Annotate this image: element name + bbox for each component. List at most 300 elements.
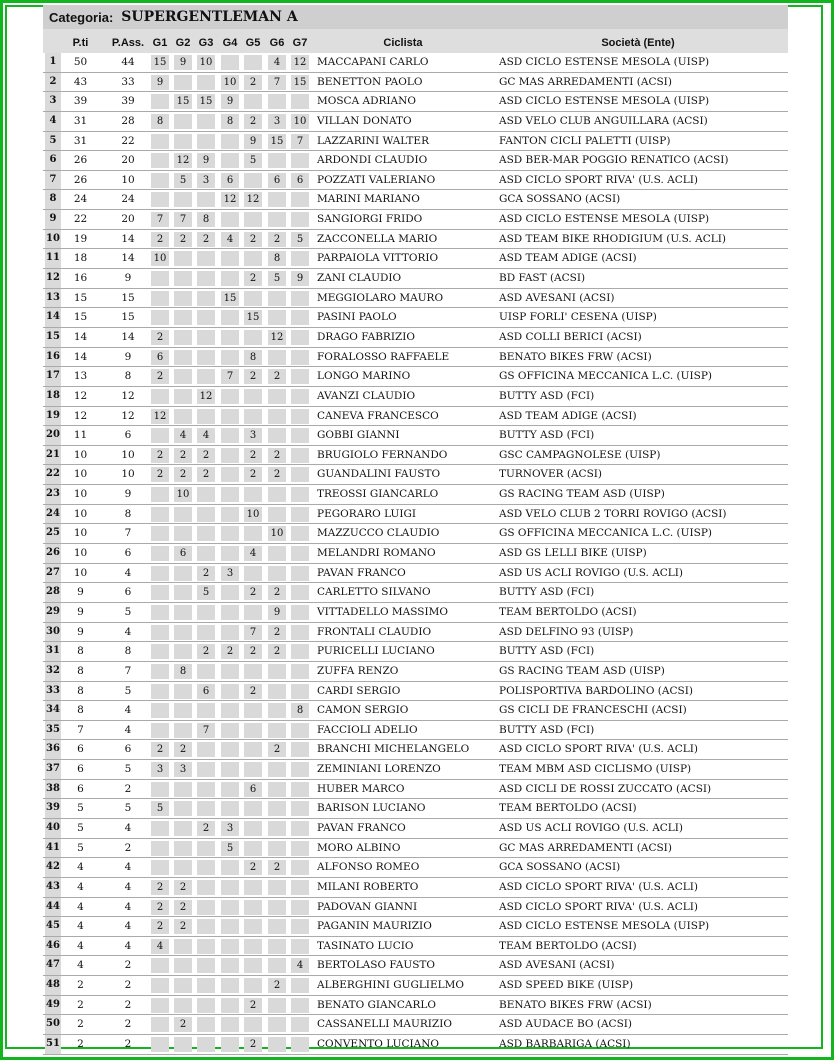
stage-g4-cell: 3 [221, 566, 239, 581]
stage-g3-cell [197, 1037, 215, 1052]
rank-cell: 36 [45, 740, 61, 759]
table-row [43, 505, 788, 525]
table-row [43, 721, 788, 741]
points-cell: 5 [77, 841, 84, 854]
stage-g6-cell: 5 [268, 271, 286, 286]
stage-g6-cell [268, 684, 286, 699]
rank-cell: 34 [45, 701, 61, 720]
stage-g2-cell: 9 [174, 55, 192, 70]
stage-g1-cell: 2 [151, 369, 169, 384]
table-row [43, 407, 788, 427]
team-name: ASD CICLI DE ROSSI ZUCCATO (ACSI) [499, 782, 712, 795]
stage-g1-cell: 6 [151, 350, 169, 365]
stage-g5-cell [244, 605, 262, 620]
rank-cell: 13 [45, 289, 61, 308]
col-header-g2: G2 [175, 37, 191, 49]
stage-g1-cell [151, 860, 169, 875]
rider-name: ZEMINIANI LORENZO [317, 763, 441, 776]
team-name: BUTTY ASD (FCI) [499, 586, 595, 599]
rank-cell: 42 [45, 858, 61, 877]
points-ass-cell: 14 [121, 330, 135, 343]
stage-g2-cell [174, 644, 192, 659]
stage-g4-cell [221, 900, 239, 915]
points-cell: 14 [73, 330, 88, 343]
stage-g5-cell: 9 [244, 134, 262, 149]
rank-cell: 46 [45, 937, 61, 956]
stage-g5-cell: 2 [244, 998, 262, 1013]
stage-g4-cell [221, 723, 239, 738]
stage-g4-cell [221, 939, 239, 954]
rank-cell: 1 [45, 53, 61, 72]
points-cell: 2 [77, 979, 84, 992]
table-header [43, 29, 788, 53]
stage-g7-cell [291, 684, 309, 699]
points-ass-cell: 20 [121, 213, 135, 226]
stage-g1-cell [151, 841, 169, 856]
stage-g2-cell: 8 [174, 664, 192, 679]
points-ass-cell: 4 [124, 704, 132, 717]
table-row [43, 387, 788, 407]
stage-g2-cell [174, 605, 192, 620]
stage-g5-cell: 2 [244, 271, 262, 286]
stage-g2-cell [174, 75, 192, 90]
col-header-pass: P.Ass. [111, 37, 145, 49]
stage-g2-cell: 10 [174, 487, 192, 502]
table-row [43, 112, 788, 132]
rider-name: MAZZUCCO CLAUDIO [317, 527, 440, 540]
stage-g4-cell [221, 585, 239, 600]
table-row [43, 839, 788, 859]
stage-g1-cell [151, 684, 169, 699]
points-ass-cell: 12 [121, 389, 135, 402]
stage-g7-cell [291, 900, 309, 915]
stage-g7-cell: 9 [291, 271, 309, 286]
stage-g3-cell [197, 134, 215, 149]
team-name: ASD AVESANI (ACSI) [499, 291, 615, 304]
team-name: ASD CICLO ESTENSE MESOLA (UISP) [499, 213, 710, 226]
table-row [43, 367, 788, 387]
rank-cell: 26 [45, 544, 61, 563]
stage-g1-cell: 5 [151, 801, 169, 816]
points-ass-cell: 8 [124, 645, 132, 658]
stage-g4-cell [221, 212, 239, 227]
points-cell: 11 [73, 429, 88, 442]
stage-g1-cell [151, 703, 169, 718]
stage-g4-cell: 2 [221, 644, 239, 659]
stage-g1-cell [151, 134, 169, 149]
stage-g1-cell [151, 566, 169, 581]
stage-g7-cell [291, 192, 309, 207]
rider-name: GUANDALINI FAUSTO [317, 468, 441, 481]
team-name: GS OFFICINA MECCANICA L.C. (UISP) [499, 527, 712, 540]
stage-g6-cell: 6 [268, 173, 286, 188]
stage-g3-cell: 4 [197, 428, 215, 443]
stage-g3-cell: 2 [197, 467, 215, 482]
rider-name: LAZZARINI WALTER [317, 134, 429, 147]
table-row [43, 917, 788, 937]
points-cell: 43 [73, 75, 88, 88]
rank-cell: 12 [45, 269, 61, 288]
points-cell: 31 [73, 134, 88, 147]
points-cell: 6 [77, 763, 84, 776]
stage-g4-cell [221, 860, 239, 875]
points-cell: 12 [73, 409, 88, 422]
stage-g2-cell [174, 585, 192, 600]
team-name: TEAM BERTOLDO (ACSI) [499, 802, 637, 815]
stage-g7-cell [291, 841, 309, 856]
team-name: ASD TEAM BIKE RHODIGIUM (U.S. ACLI) [499, 232, 726, 245]
stage-g5-cell [244, 526, 262, 541]
stage-g5-cell [244, 880, 262, 895]
points-cell: 9 [77, 605, 84, 618]
stage-g7-cell [291, 291, 309, 306]
stage-g1-cell [151, 507, 169, 522]
stage-g1-cell [151, 644, 169, 659]
team-name: ASD CICLO SPORT RIVA' (U.S. ACLI) [499, 743, 698, 756]
table-row [43, 171, 788, 191]
points-cell: 8 [77, 645, 84, 658]
stage-g7-cell [291, 723, 309, 738]
stage-g7-cell [291, 389, 309, 404]
team-name: ASD US ACLI ROVIGO (U.S. ACLI) [499, 821, 684, 834]
stage-g4-cell [221, 330, 239, 345]
rank-cell: 27 [45, 564, 61, 583]
stage-g5-cell [244, 409, 262, 424]
stage-g7-cell [291, 644, 309, 659]
stage-g6-cell [268, 310, 286, 325]
rider-name: SANGIORGI FRIDO [317, 213, 423, 226]
rank-cell: 28 [45, 583, 61, 602]
stage-g3-cell [197, 409, 215, 424]
team-name: POLISPORTIVA BARDOLINO (ACSI) [499, 684, 693, 697]
table-row [43, 662, 788, 682]
stage-g5-cell: 2 [244, 585, 262, 600]
stage-g6-cell [268, 487, 286, 502]
stage-g5-cell [244, 212, 262, 227]
stage-g6-cell: 9 [268, 605, 286, 620]
points-cell: 13 [73, 370, 88, 383]
stage-g2-cell [174, 134, 192, 149]
stage-g4-cell [221, 546, 239, 561]
stage-g7-cell: 5 [291, 232, 309, 247]
rider-name: CANEVA FRANCESCO [317, 409, 439, 422]
stage-g4-cell: 3 [221, 821, 239, 836]
points-ass-cell: 2 [124, 782, 132, 795]
points-cell: 26 [73, 173, 88, 186]
stage-g1-cell: 15 [151, 55, 169, 70]
team-name: BENATO BIKES FRW (ACSI) [499, 998, 652, 1011]
points-cell: 5 [77, 821, 84, 834]
points-cell: 10 [73, 566, 88, 579]
team-name: GS CICLI DE FRANCESCHI (ACSI) [499, 704, 687, 717]
col-header-societa: Società (Ente) [601, 37, 675, 49]
rank-cell: 20 [45, 426, 61, 445]
stage-g5-cell: 5 [244, 153, 262, 168]
stage-g6-cell: 15 [268, 134, 286, 149]
stage-g6-cell [268, 900, 286, 915]
col-header-ciclista: Ciclista [383, 37, 423, 49]
table-row [43, 190, 788, 210]
stage-g5-cell [244, 664, 262, 679]
stage-g3-cell: 2 [197, 232, 215, 247]
stage-g4-cell [221, 880, 239, 895]
stage-g3-cell: 6 [197, 684, 215, 699]
rank-cell: 7 [45, 171, 61, 190]
stage-g4-cell: 10 [221, 75, 239, 90]
points-cell: 2 [77, 998, 84, 1011]
rider-name: AVANZI CLAUDIO [317, 389, 416, 402]
stage-g5-cell [244, 762, 262, 777]
rank-cell: 5 [45, 132, 61, 151]
table-row [43, 799, 788, 819]
stage-g4-cell [221, 526, 239, 541]
stage-g4-cell [221, 467, 239, 482]
stage-g2-cell: 2 [174, 880, 192, 895]
rider-name: ALBERGHINI GUGLIELMO [317, 979, 464, 992]
stage-g1-cell [151, 723, 169, 738]
stage-g6-cell: 2 [268, 467, 286, 482]
points-cell: 4 [77, 939, 84, 952]
team-name: TURNOVER (ACSI) [499, 468, 603, 481]
stage-g1-cell [151, 1037, 169, 1052]
team-name: GS OFFICINA MECCANICA L.C. (UISP) [499, 370, 712, 383]
rider-name: ZACCONELLA MARIO [317, 232, 438, 245]
rider-name: VITTADELLO MASSIMO [317, 605, 448, 618]
points-ass-cell: 4 [124, 625, 132, 638]
stage-g3-cell [197, 900, 215, 915]
stage-g2-cell [174, 939, 192, 954]
rank-cell: 24 [45, 505, 61, 524]
stage-g5-cell: 12 [244, 192, 262, 207]
rider-name: BRUGIOLO FERNANDO [317, 448, 448, 461]
rank-cell: 32 [45, 662, 61, 681]
rank-cell: 33 [45, 682, 61, 701]
stage-g2-cell: 2 [174, 919, 192, 934]
stage-g6-cell [268, 664, 286, 679]
stage-g1-cell: 8 [151, 114, 169, 129]
rider-name: PASINI PAOLO [317, 311, 397, 324]
rank-cell: 21 [45, 446, 61, 465]
rider-name: FRONTALI CLAUDIO [317, 625, 432, 638]
table-row [43, 53, 788, 73]
stage-g1-cell: 2 [151, 742, 169, 757]
stage-g3-cell [197, 369, 215, 384]
points-ass-cell: 5 [124, 684, 132, 697]
points-cell: 24 [73, 193, 88, 206]
rank-cell: 48 [45, 976, 61, 995]
stage-g5-cell: 7 [244, 625, 262, 640]
table-body [43, 53, 788, 1055]
stage-g7-cell [291, 94, 309, 109]
stage-g2-cell [174, 192, 192, 207]
rider-name: MILANI ROBERTO [317, 880, 419, 893]
stage-g5-cell: 10 [244, 507, 262, 522]
rank-cell: 11 [45, 249, 61, 268]
stage-g7-cell [291, 448, 309, 463]
stage-g1-cell [151, 664, 169, 679]
stage-g3-cell: 9 [197, 153, 215, 168]
team-name: ASD AUDACE BO (ACSI) [499, 1018, 633, 1031]
rider-name: PEGORARO LUIGI [317, 507, 416, 520]
points-cell: 50 [73, 56, 88, 68]
stage-g6-cell: 2 [268, 448, 286, 463]
points-cell: 15 [73, 291, 88, 304]
col-header-g1: G1 [152, 37, 168, 49]
rank-cell: 49 [45, 996, 61, 1015]
stage-g6-cell [268, 801, 286, 816]
stage-g3-cell: 2 [197, 821, 215, 836]
rider-name: PADOVAN GIANNI [317, 900, 418, 913]
stage-g7-cell [291, 939, 309, 954]
team-name: ASD BER-MAR POGGIO RENATICO (ACSI) [499, 154, 729, 167]
rider-name: ARDONDI CLAUDIO [317, 154, 428, 167]
stage-g6-cell [268, 212, 286, 227]
stage-g6-cell: 2 [268, 742, 286, 757]
stage-g7-cell [291, 625, 309, 640]
stage-g4-cell [221, 742, 239, 757]
team-name: UISP FORLI' CESENA (UISP) [499, 311, 657, 324]
stage-g1-cell [151, 192, 169, 207]
rank-cell: 50 [45, 1015, 61, 1034]
points-ass-cell: 6 [124, 429, 132, 442]
stage-g3-cell [197, 880, 215, 895]
team-name: ASD AVESANI (ACSI) [499, 959, 615, 972]
stage-g7-cell [291, 212, 309, 227]
stage-g3-cell [197, 664, 215, 679]
stage-g2-cell [174, 1037, 192, 1052]
table-row [43, 348, 788, 368]
points-ass-cell: 9 [124, 272, 132, 285]
points-ass-cell: 14 [121, 232, 135, 245]
stage-g2-cell: 7 [174, 212, 192, 227]
points-cell: 14 [73, 350, 88, 363]
rider-name: PARPAIOLA VITTORIO [317, 252, 439, 265]
stage-g2-cell: 6 [174, 546, 192, 561]
stage-g3-cell [197, 919, 215, 934]
stage-g5-cell: 15 [244, 310, 262, 325]
stage-g1-cell: 2 [151, 330, 169, 345]
stage-g3-cell [197, 841, 215, 856]
rider-name: GOBBI GIANNI [317, 429, 400, 442]
stage-g2-cell [174, 841, 192, 856]
stage-g4-cell [221, 684, 239, 699]
stage-g4-cell [221, 782, 239, 797]
stage-g4-cell: 12 [221, 192, 239, 207]
stage-g4-cell: 15 [221, 291, 239, 306]
points-ass-cell: 4 [124, 821, 132, 834]
stage-g3-cell [197, 526, 215, 541]
table-row [43, 740, 788, 760]
col-header-g5: G5 [245, 37, 261, 49]
stage-g2-cell: 2 [174, 467, 192, 482]
stage-g1-cell: 2 [151, 880, 169, 895]
team-name: FANTON CICLI PALETTI (UISP) [499, 134, 671, 147]
rider-name: CONVENTO LUCIANO [317, 1038, 440, 1051]
points-cell: 2 [77, 1038, 84, 1051]
stage-g2-cell [174, 369, 192, 384]
rank-cell: 41 [45, 839, 61, 858]
rank-cell: 9 [45, 210, 61, 229]
stage-g4-cell [221, 998, 239, 1013]
stage-g3-cell [197, 978, 215, 993]
stage-g1-cell: 12 [151, 409, 169, 424]
stage-g4-cell [221, 55, 239, 70]
points-cell: 6 [77, 782, 84, 795]
stage-g6-cell [268, 153, 286, 168]
rider-name: TREOSSI GIANCARLO [317, 488, 439, 501]
rank-cell: 23 [45, 485, 61, 504]
stage-g6-cell [268, 546, 286, 561]
stage-g1-cell [151, 173, 169, 188]
rider-name: MORO ALBINO [317, 841, 401, 854]
rank-cell: 16 [45, 348, 61, 367]
stage-g6-cell [268, 919, 286, 934]
stage-g5-cell [244, 801, 262, 816]
rank-cell: 4 [45, 112, 61, 131]
stage-g2-cell: 5 [174, 173, 192, 188]
stage-g4-cell [221, 978, 239, 993]
stage-g6-cell [268, 94, 286, 109]
stage-g2-cell [174, 801, 192, 816]
col-header-g6: G6 [269, 37, 285, 49]
team-name: ASD TEAM ADIGE (ACSI) [499, 252, 637, 265]
table-row [43, 73, 788, 93]
stage-g7-cell [291, 350, 309, 365]
stage-g6-cell [268, 939, 286, 954]
stage-g7-cell [291, 1037, 309, 1052]
stage-g1-cell [151, 998, 169, 1013]
table-row [43, 898, 788, 918]
stage-g6-cell [268, 291, 286, 306]
stage-g4-cell: 5 [221, 841, 239, 856]
stage-g3-cell [197, 310, 215, 325]
table-row [43, 780, 788, 800]
points-cell: 22 [73, 213, 88, 226]
table-row [43, 485, 788, 505]
stage-g1-cell: 2 [151, 919, 169, 934]
team-name: GCA SOSSANO (ACSI) [499, 193, 621, 206]
stage-g5-cell [244, 742, 262, 757]
stage-g5-cell [244, 389, 262, 404]
team-name: TEAM BERTOLDO (ACSI) [499, 939, 637, 952]
stage-g1-cell [151, 487, 169, 502]
stage-g5-cell [244, 821, 262, 836]
stage-g5-cell: 2 [244, 232, 262, 247]
stage-g6-cell: 2 [268, 585, 286, 600]
stage-g5-cell: 2 [244, 1037, 262, 1052]
stage-g7-cell: 4 [291, 958, 309, 973]
points-cell: 8 [77, 664, 84, 677]
stage-g3-cell [197, 939, 215, 954]
rank-cell: 22 [45, 465, 61, 484]
stage-g2-cell [174, 350, 192, 365]
category-bar [43, 5, 788, 29]
stage-g2-cell [174, 958, 192, 973]
team-name: ASD VELO CLUB 2 TORRI ROVIGO (ACSI) [499, 507, 727, 520]
table-row [43, 426, 788, 446]
stage-g4-cell [221, 958, 239, 973]
rank-cell: 25 [45, 524, 61, 543]
team-name: ASD CICLO SPORT RIVA' (U.S. ACLI) [499, 880, 698, 893]
points-cell: 4 [77, 920, 84, 933]
stage-g2-cell [174, 251, 192, 266]
stage-g6-cell: 2 [268, 625, 286, 640]
stage-g3-cell [197, 546, 215, 561]
rider-name: BRANCHI MICHELANGELO [317, 743, 470, 756]
stage-g5-cell [244, 55, 262, 70]
stage-g4-cell [221, 134, 239, 149]
points-ass-cell: 4 [124, 566, 132, 579]
